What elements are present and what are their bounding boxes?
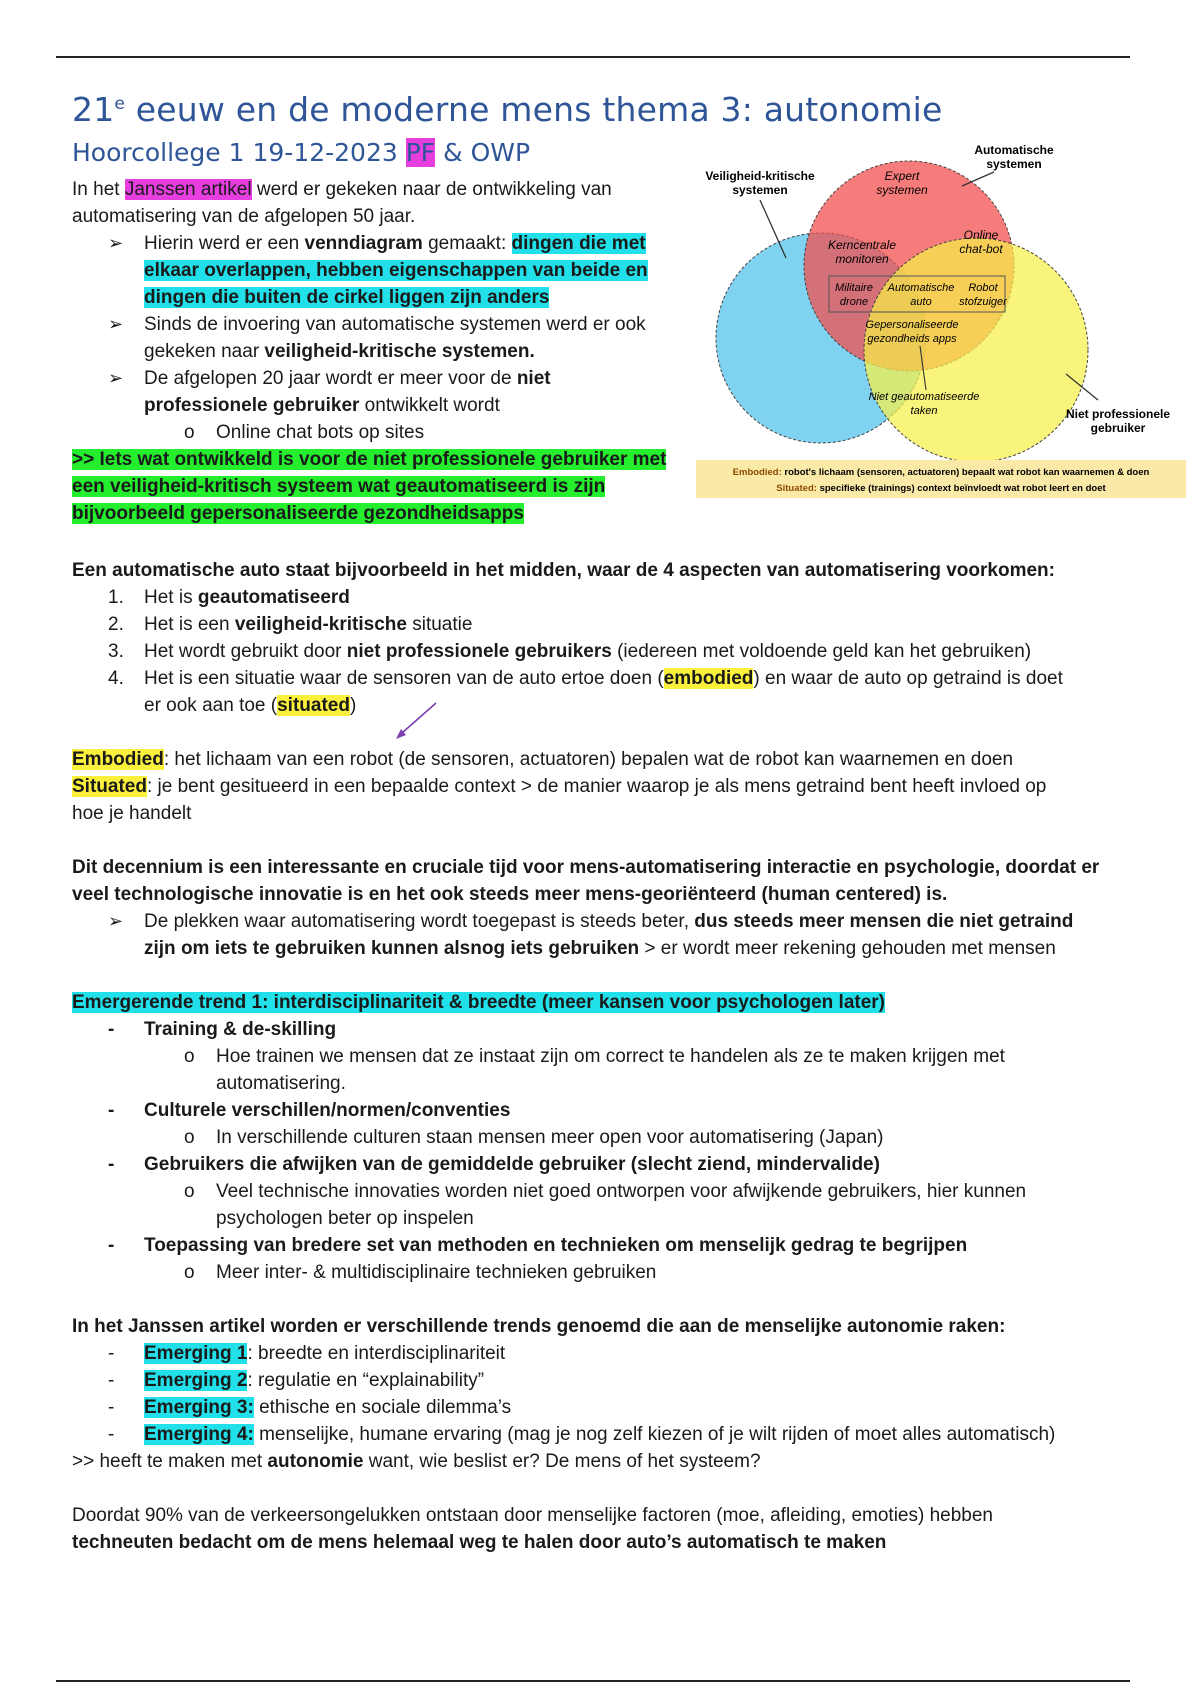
bullet-veiligheid-line2: gekeken naar veiligheid-kritische systemen.: [144, 341, 535, 362]
venn-label-automatische-2: systemen: [986, 157, 1042, 171]
venn-label-robot-2: stofzuiger: [959, 296, 1007, 308]
aspect-item-3: Het wordt gebruikt door niet professionele gebruikers (iedereen met voldoende geld kan het gebruiken): [144, 641, 1032, 662]
trends-note: >> heeft te maken met autonomie want, wie beslist er? De mens of het systeem?: [72, 1451, 761, 1472]
decade-bullet: De plekken waar automatisering wordt toegepast is steeds beter, dus steeds meer mensen die niet getraind: [144, 911, 1074, 932]
aspect-item-2: Het is een veiligheid-kritische situatie: [144, 614, 473, 635]
page-title: 21e eeuw en de moderne mens thema 3: autonomie: [72, 90, 943, 129]
venn-label-veiligheid: Veiligheid-kritische: [705, 169, 815, 183]
list-number: 4.: [108, 668, 124, 689]
arrow-bullet-icon: ➢: [108, 911, 124, 931]
trend1-sub-culture: In verschillende culturen staan mensen meer open voor automatisering (Japan): [216, 1127, 884, 1148]
sub-bullet-chatbots: Online chat bots op sites: [216, 422, 425, 443]
venn-label-niet-professioneel-2: gebruiker: [1090, 421, 1146, 435]
trend-emerging-2: Emerging 2: regulatie en “explainability”: [144, 1370, 485, 1391]
dash-bullet-icon: -: [108, 1154, 115, 1175]
venn-label-online: Online: [963, 228, 999, 242]
venn-diagram-svg: [696, 138, 1186, 498]
venn-label-online-2: chat-bot: [959, 242, 1003, 256]
venn-label-niet-professioneel: Niet professionele: [1065, 407, 1171, 421]
decade-line-2: veel technologische innovatie is en het ook steeds meer mens-georiënteerd (human centered) is.: [72, 884, 948, 905]
trend1-item-training: Training & de-skilling: [144, 1019, 337, 1040]
circle-bullet-icon: o: [184, 1127, 195, 1148]
trend1-sub-training: Hoe trainen we mensen dat ze instaat zijn om correct te handelen als ze te maken krijgen met: [216, 1046, 1005, 1067]
venn-label-kerncentrale: Kerncentrale: [827, 238, 897, 252]
dash-bullet-icon: -: [108, 1424, 115, 1445]
bullet-venndiagram-line3: dingen die buiten de cirkel liggen zijn anders: [144, 287, 550, 308]
intro-line-1: In het Janssen artikel werd er gekeken naar de ontwikkeling van: [72, 179, 612, 200]
page-subtitle: Hoorcollege 1 19-12-2023 PF & OWP: [72, 138, 531, 167]
trend1-sub-training-line2: automatisering.: [216, 1073, 346, 1094]
green-note-line-3: bijvoorbeeld gepersonaliseerde gezondheidsapps: [72, 503, 524, 524]
bullet-venndiagram-line2: elkaar overlappen, hebben eigenschappen van beide en: [144, 260, 648, 281]
intro-line-2: automatisering van de afgelopen 50 jaar.: [72, 206, 416, 227]
trend1-heading: Emergerende trend 1: interdisciplinariteit & breedte (meer kansen voor psychologen later): [72, 992, 886, 1013]
trend-emerging-4: Emerging 4: menselijke, humane ervaring (mag je nog zelf kiezen of je wilt rijden of moet alles automatisch): [144, 1424, 1056, 1445]
aspect-item-4: Het is een situatie waar de sensoren van de auto ertoe doen (embodied) en waar de auto op getraind is doet: [144, 668, 1063, 689]
list-number: 1.: [108, 587, 124, 608]
venn-label-expert: Expert: [884, 169, 920, 183]
venn-label-autocar: Automatische: [887, 282, 955, 294]
trend1-item-users: Gebruikers die afwijken van de gemiddelde gebruiker (slecht ziend, mindervalide): [144, 1154, 880, 1175]
aspect-item-4-line2: er ook aan toe (situated): [144, 695, 357, 716]
arrow-bullet-icon: ➢: [108, 233, 124, 253]
dash-bullet-icon: -: [108, 1019, 115, 1040]
decade-bullet-line2: zijn om iets te gebruiken kunnen alsnog iets gebruiken > er wordt meer rekening gehouden met mensen: [144, 938, 1056, 959]
green-note-line-2: een veiligheid-kritisch systeem wat geautomatiseerd is zijn: [72, 476, 606, 497]
venn-label-kerncentrale-2: monitoren: [835, 252, 889, 266]
closing-line-1: Doordat 90% van de verkeersongelukken ontstaan door menselijke factoren (moe, afleiding, emoties) hebben: [72, 1505, 993, 1526]
trend1-item-culture: Culturele verschillen/normen/conventies: [144, 1100, 511, 1121]
bullet-niet-professioneel-line2: professionele gebruiker ontwikkelt wordt: [144, 395, 500, 416]
venn-circle-niet-professioneel: [864, 238, 1088, 462]
circle-bullet-icon: o: [184, 1262, 195, 1283]
trend-emerging-3: Emerging 3: ethische en sociale dilemma’s: [144, 1397, 512, 1418]
trends-heading: In het Janssen artikel worden er verschillende trends genoemd die aan de menselijke autonomie raken:: [72, 1316, 1006, 1337]
venn-label-expert-2: systemen: [876, 183, 928, 197]
definition-embodied: Embodied: het lichaam van een robot (de sensoren, actuatoren) bepalen wat de robot kan waarnemen en doen: [72, 749, 1014, 770]
dash-bullet-icon: -: [108, 1100, 115, 1121]
aspect-item-1: Het is geautomatiseerd: [144, 587, 350, 608]
venn-label-militaire: Militaire: [835, 282, 873, 294]
bullet-veiligheid: Sinds de invoering van automatische systemen werd er ook: [144, 314, 646, 335]
trend1-item-methods: Toepassing van bredere set van methoden en technieken om menselijk gedrag te begrijpen: [144, 1235, 968, 1256]
aspects-heading: Een automatische auto staat bijvoorbeeld in het midden, waar de 4 aspecten van automatisering voorkomen:: [72, 560, 1055, 581]
closing-line-2: techneuten bedacht om de mens helemaal weg te halen door auto’s automatisch te maken: [72, 1532, 887, 1553]
dash-bullet-icon: -: [108, 1397, 115, 1418]
circle-bullet-icon: o: [184, 1181, 195, 1202]
venn-label-veiligheid-2: systemen: [732, 183, 788, 197]
arrow-bullet-icon: ➢: [108, 314, 124, 334]
venn-label-gepersonaliseerde-2: gezondheids apps: [867, 333, 957, 345]
dash-bullet-icon: -: [108, 1343, 115, 1364]
dash-bullet-icon: -: [108, 1370, 115, 1391]
bullet-niet-professioneel: De afgelopen 20 jaar wordt er meer voor de niet: [144, 368, 551, 389]
venn-label-niet-geautomatiseerd: Niet geautomatiseerde: [868, 391, 980, 403]
definition-situated-line2: hoe je handelt: [72, 803, 192, 824]
venn-label-gepersonaliseerde: Gepersonaliseerde: [865, 319, 959, 331]
bottom-rule: [56, 1680, 1130, 1682]
venn-label-automatische: Automatische: [974, 143, 1054, 157]
trend1-sub-methods: Meer inter- & multidisciplinaire technieken gebruiken: [216, 1262, 657, 1283]
annotation-arrow-icon: [390, 695, 450, 745]
bullet-venndiagram: Hierin werd er een venndiagram gemaakt: dingen die met: [144, 233, 646, 254]
list-number: 2.: [108, 614, 124, 635]
trend-emerging-1: Emerging 1: breedte en interdisciplinariteit: [144, 1343, 506, 1364]
list-number: 3.: [108, 641, 124, 662]
venn-caption-situated: Situated: specifieke (trainings) context beïnvloedt wat robot leert en doet: [776, 483, 1106, 494]
decade-line-1: Dit decennium is een interessante en cruciale tijd voor mens-automatisering interactie en psychologie, doordat er: [72, 857, 1100, 878]
venn-label-militaire-2: drone: [839, 296, 869, 308]
venn-diagram-figure: [696, 138, 1186, 498]
venn-label-autocar-2: auto: [910, 296, 932, 308]
venn-label-robot: Robot: [968, 282, 998, 294]
venn-label-niet-geautomatiseerd-2: taken: [910, 405, 938, 417]
definition-situated: Situated: je bent gesitueerd in een bepaalde context > de manier waarop je als mens getraind bent heeft invloed op: [72, 776, 1047, 797]
green-note-line-1: >> Iets wat ontwikkeld is voor de niet professionele gebruiker met: [72, 449, 667, 470]
arrow-bullet-icon: ➢: [108, 368, 124, 388]
trend1-sub-users-line2: psychologen beter op inspelen: [216, 1208, 474, 1229]
trend1-sub-users: Veel technische innovaties worden niet goed ontworpen voor afwijkende gebruikers, hier kunnen: [216, 1181, 1027, 1202]
top-rule: [56, 56, 1130, 58]
dash-bullet-icon: -: [108, 1235, 115, 1256]
venn-caption-embodied: Embodied: robot's lichaam (sensoren, actuatoren) bepaalt wat robot kan waarnemen & doen: [732, 467, 1150, 478]
circle-bullet-icon: o: [184, 422, 195, 443]
circle-bullet-icon: o: [184, 1046, 195, 1067]
